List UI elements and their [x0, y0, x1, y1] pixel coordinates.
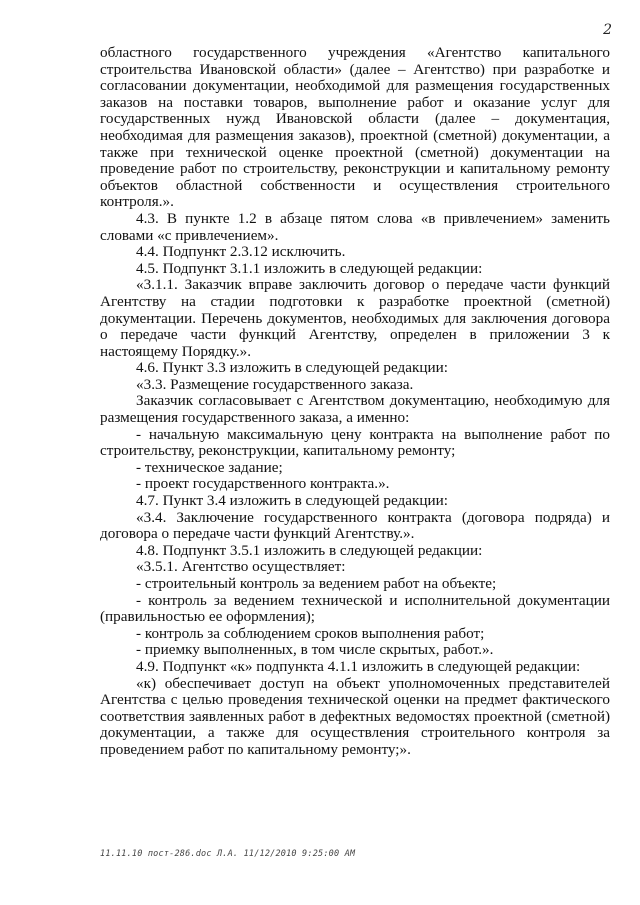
list-item-construction-control: - строительный контроль за ведением работ на объекте; — [136, 575, 497, 592]
footer-file-info: 11.11.10 пост-286.doc Л.А. 11/12/2010 9:25:00 AM — [100, 849, 356, 859]
paragraph-4-5: 4.5. Подпункт 3.1.1 изложить в следующей редакции: — [136, 259, 483, 277]
paragraph-3-5-1: «3.5.1. Агентство осуществляет: — [136, 558, 346, 576]
list-item-acceptance: - приемку выполненных, в том числе скрытых, работ.». — [136, 641, 494, 659]
list-item-max-price: - начальную максимальную цену контракта на выполнение работ по строительству, реконструкции, капитальному ремонту; — [100, 425, 610, 460]
paragraph-4-6: 4.6. Пункт 3.3 изложить в следующей редакции: — [136, 359, 449, 377]
paragraph-3-3: «3.3. Размещение государственного заказа. — [136, 375, 414, 393]
list-item-tech-task: - техническое задание; — [136, 458, 283, 476]
paragraph-4-3: 4.3. В пункте 1.2 в абзаце пятом слова «в привлечением» заменить словами «с привлечением». — [100, 209, 610, 244]
paragraph-k: «к) обеспечивает доступ на объект уполномоченных представителей Агентства с целью проведения технической оценки на предмет фактического соответствия заявленных работ в дефектных ведомостях проектной (сметной) документации, а также для осуществления строительного контроля за проведением работ по капитальному ремонту;». — [100, 674, 610, 758]
paragraph-continuation: областного государственного учреждения «Агентство капитального строительства Ивановской области» (далее – Агентство) при разработке и согласовании документации, необходимой для размещения государственных заказов на поставки товаров, выполнение работ и оказание услуг для государственных нужд Ивановской области (далее – документация, необходимая для размещения заказов), проектной (сметной) документации, а также при технической оценке проектной (сметной) документации на проведение работ по строительству, реконструкции и капитальному ремонту объектов областной собственности и осуществления строительного контроля.». — [100, 44, 610, 211]
paragraph-4-9: 4.9. Подпункт «к» подпункта 4.1.1 изложить в следующей редакции: — [136, 657, 581, 675]
document-body — [100, 45, 610, 759]
paragraph-customer-agrees: Заказчик согласовывает с Агентством документацию, необходимую для размещения государственного заказа, а именно: — [100, 392, 610, 427]
paragraph-4-7: 4.7. Пункт 3.4 изложить в следующей редакции: — [136, 492, 449, 510]
list-item-contract-draft: - проект государственного контракта.». — [136, 475, 390, 493]
list-item-documentation-control: - контроль за ведением технической и исполнительной документации (правильностью ее оформления); — [100, 591, 610, 626]
page-number: 2 — [603, 22, 612, 38]
paragraph-3-4: «3.4. Заключение государственного контракта (договора подряда) и договора о передаче части функций Агентству.». — [100, 508, 610, 543]
paragraph-3-1-1: «3.1.1. Заказчик вправе заключить договор о передаче части функций Агентству на стадии подготовки к разработке проектной (сметной) документации. Перечень документов, необходимых для заключения договора о передаче части функций Агентству, определен в приложении 3 к настоящему Порядку.». — [100, 276, 610, 360]
paragraph-4-8: 4.8. Подпункт 3.5.1 изложить в следующей редакции: — [136, 541, 483, 559]
list-item-deadline-control: - контроль за соблюдением сроков выполнения работ; — [136, 624, 485, 642]
paragraph-4-4: 4.4. Подпункт 2.3.12 исключить. — [136, 243, 346, 261]
